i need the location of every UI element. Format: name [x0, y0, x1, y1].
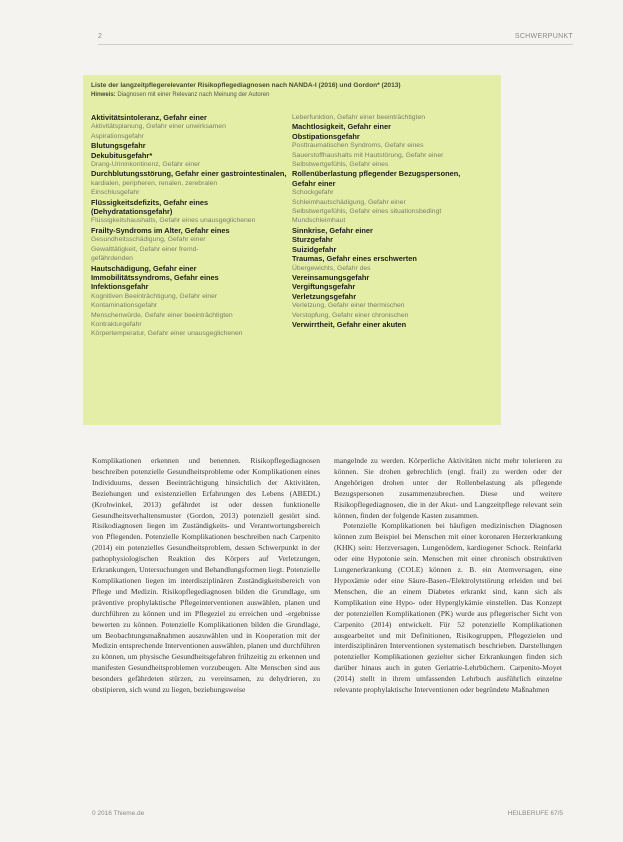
box-note [91, 91, 493, 99]
diagnosis-item: Flüssigkeitshaushalts, Gefahr eines unausgeglichenen [91, 217, 256, 225]
box-title: Liste der langzeitpflegerelevanter Risikopflegediagnosen nach NANDA-I (2016) und Gordon* (2013) [91, 82, 401, 89]
diagnosis-item: Mundschleimhaut [292, 217, 346, 225]
diagnosis-item: Verletzungsgefahr [292, 291, 357, 301]
diagnosis-item: Flüssigkeitsdefizits, Gefahr eines [91, 197, 209, 207]
diagnosis-item: Körpertemperatur, Gefahr einer unausgeglichenen [91, 330, 243, 338]
diagnosis-item: Kontrakturgefahr [91, 320, 142, 328]
box-note-text: Diagnosen mit einer Relevanz nach Meinung der Autoren [117, 92, 270, 98]
diagnosis-item: Aktivitätsintoleranz, Gefahr einer [91, 113, 207, 122]
diagnosis-item: Schleimhautschädigung, Gefahr einer [292, 198, 406, 206]
diagnosis-item: Sturzgefahr [292, 235, 334, 245]
diagnosis-item: gefährdenden [91, 255, 133, 263]
diagnosis-item: Vergiftungsgefahr [292, 282, 356, 292]
diagnosis-item: Infektionsgefahr [91, 282, 149, 292]
diagnosis-item: Frailty-Syndroms im Alter, Gefahr eines [91, 225, 230, 235]
diagnosis-item: Aktivitätsplanung, Gefahr einer unwirksamen [91, 123, 226, 131]
paragraph: Komplikationen erkennen und benennen. Risikopflegediagnosen beschreiben potenzielle Gesundheitsprobleme oder Komplikationen eines Individuums, dessen Beeinträchtigung hinsichtlich der Aktivitäten, Beziehungen und existenziellen Erfahrungen des Lebens (ABEDL) (Krohwinkel, 2013) gefährdet ist oder dessen funktionelle Gesundheitsverhaltensmuster (Gordon, 2013) potenziell gestört sind. Risikodiagnosen liegen im Zuständigkeits- und Verantwortungsbereich von Pflegenden. Potenzielle Komplikationen beschreiben nach Carpenito (2014) ein potenzielles Gesundheitsproblem, dessen Schwerpunkt in der pathophysiologischen Reaktion des Körpers auf Verletzungen, Erkrankungen, Untersuchungen und Behandlungsformen liegt. Potenzielle Komplikationen liegen im interdisziplinären Zuständigkeitsbereich von Pflege und Medizin. Risikopflegediagnosen bilden die Grundlage, um präventive prophylaktische Pflegeinterventionen auswählen, planen und durchführen zu können und im Pflegeziel zu erreichen und -ergebnisse bewerten zu können. Potenzielle Komplikationen bilden die Grundlage, um Beobachtungsmaßnahmen auszuwählen und in Kooperation mit der Medizin entsprechende Interventionen auswählen, planen und durchführen zu können, um physische Gesundheitsgefahren frühzeitig zu erkennen und manifesten Gesundheitsproblemen vorzubeugen. Alte Menschen sind aus besonders gefährdeten stürzen, zu vereinsamen, zu dehydrieren, zu obstipieren, sich wund zu liegen, beziehungsweise [92, 456, 320, 695]
diagnosis-item: Immobilitätssyndroms, Gefahr eines [91, 272, 219, 282]
diagnosis-item: Machtlosigkeit, Gefahr einer [292, 122, 391, 132]
diagnosis-item: Selbstwertgefühls, Gefahr eines [292, 161, 389, 169]
diagnosis-item: Dekubitusgefahr* [91, 150, 153, 160]
diagnosis-item: Übergewichts, Gefahr des [292, 264, 371, 272]
diagnosis-item: Selbstwertgefühls, Gefahr eines situationsbedingt [292, 208, 442, 216]
diagnosis-item: Vereinsamungsgefahr [292, 272, 370, 282]
diagnosis-list-right [292, 113, 493, 339]
diagnosis-item: Gewalttätigkeit, Gefahr einer fremd- [91, 245, 199, 253]
diagnosis-item: Kontaminationsgefahr [91, 302, 158, 310]
diagnosis-item: Verwirrtheit, Gefahr einer akuten [292, 319, 407, 329]
diagnosis-item: Gesundheitsschädigung, Gefahr einer [91, 236, 206, 244]
diagnosis-list-left [91, 113, 292, 339]
info-box [83, 75, 501, 425]
diagnosis-item: Traumas, Gefahr eines erschwerten [292, 254, 417, 264]
paragraph: Potenzielle Komplikationen bei häufigen medizinischen Diagnosen können zum Beispiel bei Menschen mit einer koronaren Herzerkrankung (KHK) sein: Herzversagen, Lungenödem, kardiogener Schock. Reinfarkt oder eine Hypotonie sein. Menschen mit einer chronisch obstruktiven Lungenerkrankung (COLE) können z. B. ein Atemversagen, eine Hypoxämie oder eine Säure-Basen-/Elektrolytstörung erleiden und bei Menschen, die an einem Diabetes erkrankt sind, kann sich als Komplikation eine Hypo- oder Hyperglykämie einstellen. Das Konzept der potenziellen Komplikationen (PK) wurde aus pflegerischer Sicht von Carpenito (2014) entwickelt. Für 52 potenzielle Komplikationen ausgearbeitet und mit Definitionen, Risikogruppen, Pflegezielen und interdisziplinären Interventionen systematisch beschrieben. Darstellungen potenzieller Komplikationen gezielter sicher Erkrankungen finden sich darüber hinaus auch in guten Geriatrie-Lehrbüchern. Carpenito-Moyet (2014) stellt in ihrem umfassenden Lehrbuch ausführlich einzelne relevante prophylaktische Interventionen oder begründete Maßnahmen [334, 521, 562, 695]
footer-journal: HEILBERUFE 67/5 [507, 810, 563, 817]
diagnosis-item: Verletzung, Gefahr einer thermischen [292, 302, 405, 310]
box-note-label: Hinweis: [91, 92, 116, 98]
section-label: SCHWERPUNKT [514, 33, 573, 40]
diagnosis-item: Rollenüberlastung pflegender Bezugspersonen, [292, 169, 461, 179]
diagnosis-item: Leberfunktion, Gefahr einer beeinträchtigten [292, 114, 426, 121]
diagnosis-item: Suizidgefahr [292, 244, 337, 254]
diagnosis-item: Blutungsgefahr [91, 141, 146, 151]
diagnosis-item: Aspirationsgefahr [91, 132, 144, 140]
article-column-left [92, 456, 320, 696]
diagnosis-item: Sinnkrise, Gefahr einer [292, 225, 373, 235]
diagnosis-item: Verstopfung, Gefahr einer chronischen [292, 311, 409, 319]
diagnosis-item: kardialen, peripheren, renalen, zerebralen [91, 179, 218, 187]
diagnosis-item: Obstipationsgefahr [292, 131, 360, 141]
page-number: 2 [98, 33, 102, 40]
diagnosis-item: Hautschädigung, Gefahr einer [91, 263, 197, 273]
article-body [92, 456, 562, 696]
diagnosis-item: Menschenwürde, Gefahr einer beeinträchtigten [91, 311, 233, 319]
diagnosis-item: Gefahr einer [292, 178, 336, 188]
diagnosis-item: Schockgefahr [292, 189, 334, 197]
diagnosis-item: Sauerstoffhaushalts mit Hautstörung, Gefahr einer [292, 151, 444, 159]
diagnosis-item: Drang-Urininkontinenz, Gefahr einer [91, 161, 201, 169]
diagnosis-item: (Dehydratationsgefahr) [91, 207, 173, 217]
diagnosis-item: Kognitiven Beeinträchtigung, Gefahr einer [91, 292, 218, 300]
paragraph: mangelnde zu werden. Körperliche Aktivitäten nicht mehr tolerieren zu können. Sie drohen gebrechlich (engl. frail) zu werden oder der Angehörigen drohen unter der Rollenbelastung als pflegende Bezugspersonen zusammenzubrechen. Diese und weitere Risikopflegediagnosen, die in der Akut- und Langzeitpflege relevant sein können, finden der folgende Kasten zusammen. [334, 456, 562, 520]
diagnosis-item: Durchblutungsstörung, Gefahr einer gastrointestinalen, [91, 169, 286, 179]
header-rule [98, 44, 573, 45]
diagnosis-item: Einschlusgefahr [91, 189, 140, 197]
footer-copyright: 0 2016 Thieme.de [92, 810, 145, 817]
diagnosis-item: Posttraumatischen Syndroms, Gefahr eines [292, 142, 424, 150]
diagnosis-columns [91, 113, 493, 339]
article-column-right [334, 456, 562, 696]
